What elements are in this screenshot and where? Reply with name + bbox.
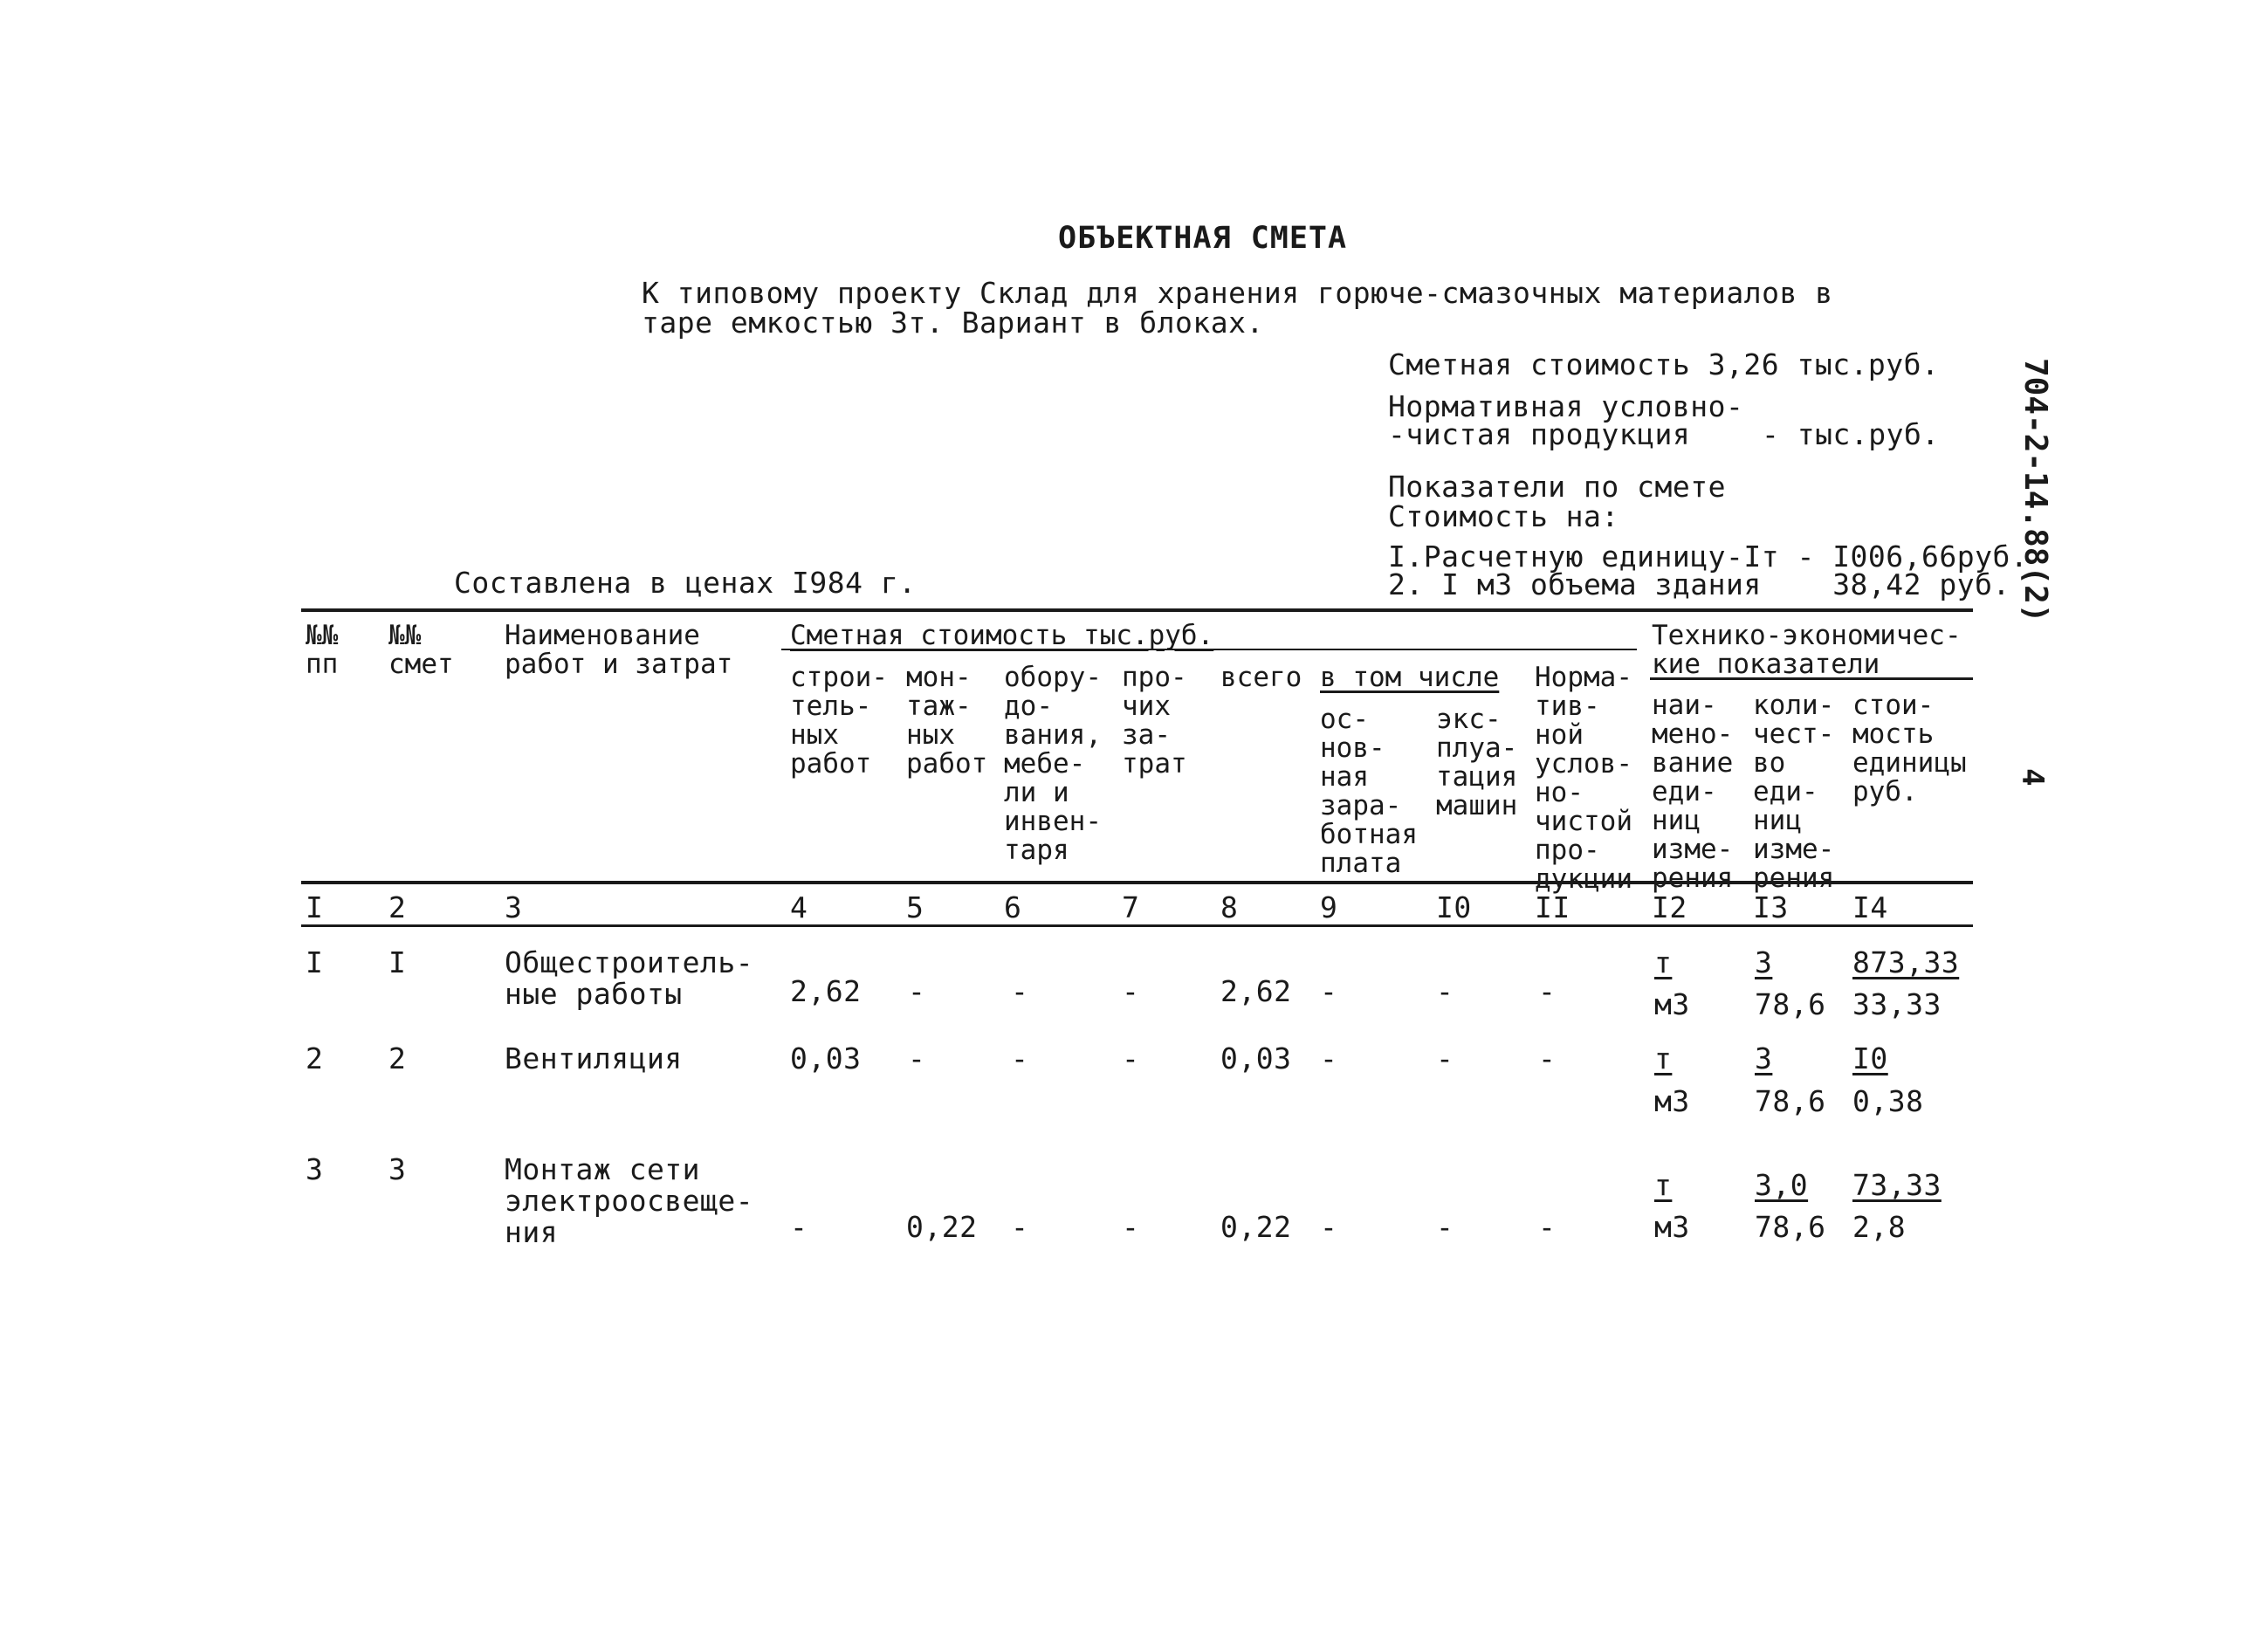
header-col-6: обору- до- вания, мебе- ли и инвен- таря — [1004, 662, 1102, 866]
unit-cost-line-1: I.Расчетную единицу-Iт - I006,66руб. — [1388, 539, 2029, 574]
header-col-12: наи- мено- вание еди- ниц изме- рения — [1652, 690, 1734, 894]
header-col-13: коли- чест- во еди- ниц изме- рения — [1753, 690, 1835, 894]
indicators-line-2: Стоимость на: — [1388, 499, 1619, 533]
unit-name-2: м3 — [1654, 1210, 1690, 1244]
column-number: I3 — [1753, 890, 1789, 924]
estimate-number: 3 — [388, 1152, 407, 1186]
column-number: I — [306, 890, 324, 924]
estimate-number: 2 — [388, 1041, 407, 1075]
estimated-cost: Сметная стоимость 3,26 тыс.руб. — [1388, 347, 1940, 381]
base-salary: - — [1320, 1210, 1338, 1244]
unit-quantity-2: 78,6 — [1755, 987, 1826, 1021]
header-cost-group: Сметная стоимость тыс.руб. — [790, 620, 1214, 651]
construction-cost: 0,03 — [790, 1041, 862, 1075]
unit-price-2: 33,33 — [1852, 987, 1942, 1021]
unit-quantity-2: 78,6 — [1755, 1084, 1826, 1118]
column-number: 9 — [1320, 890, 1338, 924]
total-cost: 0,22 — [1220, 1210, 1292, 1244]
unit-quantity-2: 78,6 — [1755, 1210, 1826, 1244]
unit-price-1: I0 — [1852, 1041, 1888, 1075]
machine-operation: - — [1436, 1210, 1454, 1244]
subtitle-line-1: К типовому проекту Склад для хранения горюче-смазочных материалов в — [642, 276, 1833, 310]
unit-name-2: м3 — [1654, 1084, 1690, 1118]
work-name: Монтаж сети электроосвеще- ния — [505, 1152, 754, 1249]
unit-price-2: 2,8 — [1852, 1210, 1907, 1244]
work-name: Вентиляция — [505, 1041, 683, 1075]
column-number: 7 — [1122, 890, 1140, 924]
header-col-5: мон- таж- ных работ — [906, 662, 988, 780]
header-col-9: ос- нов- ная зара- ботная плата — [1320, 704, 1418, 879]
column-number: I2 — [1652, 890, 1687, 924]
equipment-cost: - — [1011, 974, 1029, 1008]
header-col-14: стои- мость единицы руб. — [1852, 690, 1967, 807]
unit-cost-line-2: 2. I м3 объема здания 38,42 руб. — [1388, 567, 2010, 601]
side-code-stamp: 704-2-14.88(2) — [2017, 358, 2053, 623]
normative-line-2: -чистая продукция — [1388, 417, 1691, 451]
row-number: 3 — [306, 1152, 324, 1186]
header-col-2: №№ смет — [388, 620, 454, 680]
column-number: 8 — [1220, 890, 1239, 924]
indicators-line-1: Показатели по смете — [1388, 470, 1726, 504]
other-cost: - — [1122, 1041, 1140, 1075]
normative-value: - тыс.руб. — [1762, 417, 1940, 451]
header-col-1: №№ пп — [306, 620, 339, 680]
construction-cost: 2,62 — [790, 974, 862, 1008]
unit-name-1: т — [1654, 1041, 1673, 1075]
unit-quantity-1: 3 — [1755, 1041, 1773, 1075]
other-cost: - — [1122, 974, 1140, 1008]
header-col-3: Наименование работ и затрат — [505, 620, 733, 680]
row-number: 2 — [306, 1041, 324, 1075]
unit-quantity-1: 3 — [1755, 945, 1773, 979]
normative-production: - — [1538, 1210, 1557, 1244]
header-tech-group: Технико-экономичес- кие показатели — [1652, 620, 1962, 680]
document-title: ОБЪЕКТНАЯ СМЕТА — [1058, 221, 1348, 256]
unit-price-1: 73,33 — [1852, 1168, 1942, 1202]
header-col-8: всего — [1220, 662, 1302, 693]
work-name: Общестроитель- ные работы — [505, 945, 754, 1011]
header-col-7: про- чих за- трат — [1122, 662, 1187, 780]
column-number: 2 — [388, 890, 407, 924]
estimate-number: I — [388, 945, 407, 979]
equipment-cost: - — [1011, 1210, 1029, 1244]
machine-operation: - — [1436, 974, 1454, 1008]
header-incl-group: в том числе — [1320, 662, 1500, 693]
column-number: 5 — [906, 890, 924, 924]
construction-cost: - — [790, 1210, 808, 1244]
total-cost: 0,03 — [1220, 1041, 1292, 1075]
other-cost: - — [1122, 1210, 1140, 1244]
column-number: 4 — [790, 890, 808, 924]
column-number: 6 — [1004, 890, 1022, 924]
column-numbers-rule — [301, 924, 1973, 927]
machine-operation: - — [1436, 1041, 1454, 1075]
normative-production: - — [1538, 1041, 1557, 1075]
normative-line-1: Нормативная условно- — [1388, 389, 1744, 423]
normative-production: - — [1538, 974, 1557, 1008]
header-col-10: экс- плуа- тация машин — [1436, 704, 1518, 821]
row-number: I — [306, 945, 324, 979]
column-number: 3 — [505, 890, 523, 924]
unit-name-2: м3 — [1654, 987, 1690, 1021]
prices-line: Составлена в ценах I984 г. — [454, 566, 917, 600]
installation-cost: - — [908, 974, 926, 1008]
unit-name-1: т — [1654, 945, 1673, 979]
equipment-cost: - — [1011, 1041, 1029, 1075]
unit-price-1: 873,33 — [1852, 945, 1960, 979]
installation-cost: 0,22 — [906, 1210, 978, 1244]
unit-name-1: т — [1654, 1168, 1673, 1202]
subtitle-line-2: таре емкостью 3т. Вариант в блоках. — [642, 306, 1264, 340]
header-col-4: строи- тель- ных работ — [790, 662, 888, 780]
column-number: II — [1535, 890, 1570, 924]
page-number: 4 — [2015, 768, 2050, 787]
unit-price-2: 0,38 — [1852, 1084, 1924, 1118]
unit-quantity-1: 3,0 — [1755, 1168, 1809, 1202]
header-col-11: Норма- тив- ной услов- но- чистой про- дукции — [1535, 662, 1632, 895]
base-salary: - — [1320, 974, 1338, 1008]
table-top-rule — [301, 608, 1973, 612]
column-number: I0 — [1436, 890, 1472, 924]
column-number: I4 — [1852, 890, 1888, 924]
base-salary: - — [1320, 1041, 1338, 1075]
total-cost: 2,62 — [1220, 974, 1292, 1008]
installation-cost: - — [908, 1041, 926, 1075]
